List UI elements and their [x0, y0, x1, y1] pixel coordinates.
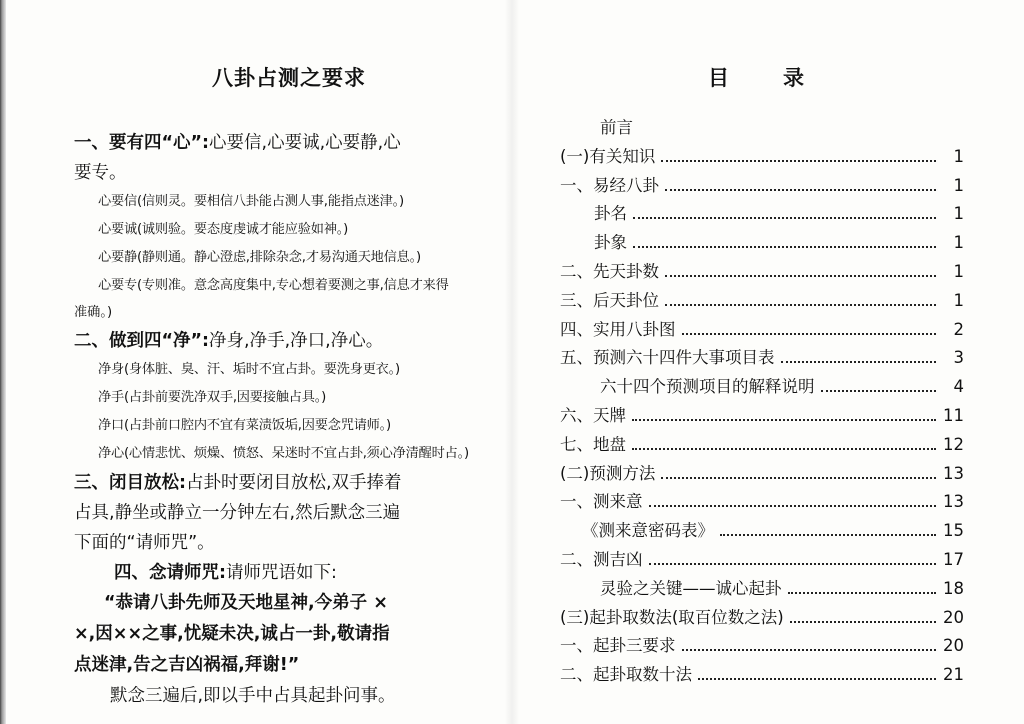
note-line: 净身(身体脏、臭、汗、垢时不宜占卦。要洗身更衣。) — [98, 362, 401, 377]
note-line: 心要专(专则准。意念高度集中,专心想着要测之事,信息才来得 — [98, 278, 449, 293]
note-continuation: 准确。) — [74, 305, 113, 320]
toc-page-number: 3 — [953, 348, 964, 368]
toc-entry-label: 一、易经八卦 — [560, 175, 659, 195]
toc-entry[interactable] — [560, 316, 964, 345]
toc-entry[interactable] — [560, 431, 964, 460]
toc-leader-dots — [633, 245, 936, 248]
toc-entry-label: 二、测吉凶 — [560, 549, 643, 569]
toc-leader-dots — [661, 159, 936, 162]
toc-entry-label: 六十四个预测项目的解释说明 — [600, 377, 815, 397]
toc-entry[interactable] — [560, 373, 964, 402]
toc-entry-label: 三、后天卦位 — [560, 290, 659, 310]
section-heading-label: 四、念请师咒: — [114, 563, 226, 583]
toc-leader-dots — [788, 591, 937, 594]
toc-page-number: 2 — [953, 319, 964, 339]
toc-page-number: 1 — [953, 290, 964, 310]
incantation-line: ×,因××之事,忧疑未决,诚占一卦,敬请指 — [74, 624, 390, 644]
toc-entry[interactable] — [560, 344, 964, 373]
left-page — [74, 40, 484, 711]
toc-entry-label: 卦名 — [594, 204, 627, 224]
toc-entry-label: 二、起卦取数十法 — [560, 665, 692, 685]
toc-leader-dots — [720, 533, 936, 536]
note-line: 心要诚(诚则验。要态度虔诚才能应验如神。) — [98, 222, 349, 237]
toc-leader-dots — [665, 188, 936, 191]
toc-leader-dots — [821, 389, 937, 392]
toc-leader-dots — [665, 303, 936, 306]
toc-entry-label: (二)预测方法 — [560, 463, 656, 483]
toc-entry-label: 五、预测六十四件大事项目表 — [560, 348, 775, 368]
toc-leader-dots — [682, 332, 937, 335]
toc-entry[interactable] — [560, 402, 964, 431]
toc-title — [548, 62, 964, 92]
toc-page-number: 1 — [953, 261, 964, 281]
toc-entry-label: 二、先天卦数 — [560, 261, 659, 281]
toc-page-number: 1 — [953, 146, 964, 166]
toc-leader-dots — [632, 447, 936, 450]
toc-entry[interactable] — [560, 460, 964, 489]
toc-page-number: 12 — [943, 434, 964, 454]
toc-entry-label: 灵验之关键——诚心起卦 — [600, 578, 782, 598]
section-heading — [74, 558, 484, 588]
note-line: 净口(占卦前口腔内不宜有菜渍饭垢,因要念咒请师。) — [98, 418, 392, 433]
toc-entry-label: 一、测来意 — [560, 492, 643, 512]
section-heading-text: 占卦时要闭目放松,双手捧着 — [186, 473, 402, 493]
page-title: 八卦占测之要求 — [212, 66, 366, 90]
spine-shadow — [505, 0, 519, 724]
note-line: 心要信(信则灵。要相信八卦能占测人事,能指点迷津。) — [98, 194, 404, 209]
toc-page-number: 18 — [943, 578, 964, 598]
toc-leader-dots — [649, 562, 937, 565]
toc-leader-dots — [633, 216, 936, 219]
incantation-line: “恭请八卦先师及天地星神,今弟子 × — [104, 593, 388, 613]
section-heading-text: 请师咒语如下: — [226, 563, 337, 583]
section-heading-label: 一、要有四“心”: — [74, 133, 210, 153]
toc-page-number: 4 — [953, 377, 964, 397]
toc-leader-dots — [682, 648, 937, 651]
toc-entry[interactable] — [560, 229, 964, 258]
section-heading-text: 心要信,心要诚,心要静,心 — [209, 133, 401, 153]
toc-entry[interactable] — [560, 200, 964, 229]
note-line: 心要静(静则通。静心澄虑,排除杂念,才易沟通天地信息。) — [98, 250, 421, 265]
toc-entry-label: 六、天牌 — [560, 405, 626, 425]
toc-entry[interactable] — [560, 546, 964, 575]
toc-entry-label: (一)有关知识 — [560, 146, 656, 166]
toc-page-number: 15 — [943, 521, 964, 541]
toc-page-number: 13 — [943, 463, 964, 483]
toc-page-number: 13 — [943, 492, 964, 512]
toc-entry[interactable] — [560, 172, 964, 201]
requirements-body — [74, 128, 484, 711]
toc-entry[interactable] — [560, 604, 964, 633]
note-line: 净心(心情悲忧、烦燥、愤怒、呆迷时不宜占卦,须心净清醒时占。) — [98, 446, 469, 461]
toc-entry[interactable] — [560, 575, 964, 604]
toc-entry-label: 前言 — [600, 118, 633, 137]
section-heading-text: 净身,净手,净口,净心。 — [209, 331, 384, 351]
toc-page-number: 1 — [953, 175, 964, 195]
toc-leader-dots — [649, 504, 937, 507]
toc-page-number: 11 — [943, 405, 964, 425]
toc-leader-dots — [665, 274, 936, 277]
right-page — [560, 40, 964, 690]
section-heading — [74, 326, 484, 356]
toc-entry[interactable] — [560, 661, 964, 690]
toc-entry-label: 四、实用八卦图 — [560, 319, 676, 339]
toc-entry[interactable] — [560, 114, 964, 143]
toc-leader-dots — [632, 418, 936, 421]
section-heading-label: 三、闭目放松: — [74, 473, 186, 493]
toc-leader-dots — [781, 360, 937, 363]
section-heading-continuation: 要专。 — [74, 163, 127, 183]
toc-entry[interactable] — [560, 488, 964, 517]
toc-entry[interactable] — [560, 287, 964, 316]
binding-edge — [0, 0, 6, 724]
toc-page-number: 1 — [953, 233, 964, 253]
toc-page-number: 21 — [943, 665, 964, 685]
toc-entry-label: 卦象 — [594, 233, 627, 253]
toc-page-number: 17 — [943, 549, 964, 569]
toc-leader-dots — [661, 476, 936, 479]
toc-entry[interactable] — [560, 143, 964, 172]
toc-entry-label: 《测来意密码表》 — [582, 521, 714, 541]
toc-list — [560, 114, 964, 690]
toc-entry-label: (三)起卦取数法(取百位数之法) — [560, 607, 784, 627]
toc-title-char: 录 — [783, 66, 804, 90]
section-heading — [74, 128, 484, 158]
toc-entry[interactable] — [560, 632, 964, 661]
toc-page-number: 20 — [943, 636, 964, 656]
toc-entry[interactable] — [560, 517, 964, 546]
toc-entry-label: 一、起卦三要求 — [560, 636, 676, 656]
closing-line: 默念三遍后,即以手中占具起卦问事。 — [110, 686, 396, 706]
note-line: 净手(占卦前要洗净双手,因要接触占具。) — [98, 390, 327, 405]
incantation-line: 点迷津,告之吉凶祸福,拜谢!” — [74, 655, 300, 675]
toc-page-number: 1 — [953, 204, 964, 224]
toc-entry-label: 七、地盘 — [560, 434, 626, 454]
toc-entry[interactable] — [560, 258, 964, 287]
section-heading-label: 二、做到四“净”: — [74, 331, 210, 351]
toc-leader-dots — [698, 677, 936, 680]
body-line: 占具,静坐或静立一分钟左右,然后默念三遍 — [74, 503, 401, 523]
body-line: 下面的“请师咒”。 — [74, 533, 215, 553]
toc-leader-dots — [790, 620, 936, 623]
toc-page-number: 20 — [943, 607, 964, 627]
toc-title-char: 目 — [708, 66, 729, 90]
section-heading — [74, 468, 484, 498]
